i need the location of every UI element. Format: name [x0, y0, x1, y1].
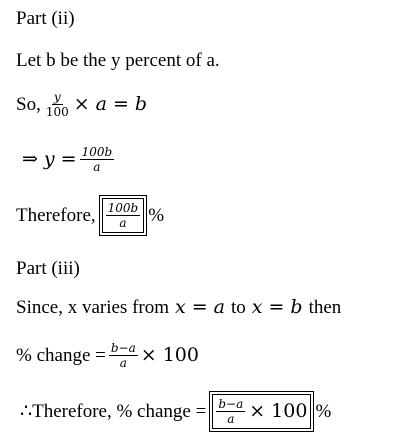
final-answer-box [212, 394, 311, 429]
part-iii-heading-text: Part (iii) [16, 258, 80, 279]
fraction-numerator: 100b [107, 200, 139, 215]
since-text: Since, x varies from [16, 297, 170, 318]
answer-fraction [106, 201, 141, 230]
part-ii-heading [16, 9, 75, 28]
fraction-numerator: y [53, 89, 61, 104]
fraction-numerator: b−a [218, 396, 244, 411]
implies-symbol: ⇒ [22, 147, 38, 170]
variable-b: b [134, 92, 148, 115]
fraction-denominator: a [119, 355, 127, 370]
so-label: So, [16, 93, 41, 115]
final-prefix: ∴Therefore, % change = [20, 400, 207, 422]
fraction-numerator: b−a [110, 340, 136, 355]
fraction-numerator: 100b [81, 144, 113, 159]
equals-symbol: = [112, 92, 129, 115]
times-symbol: × [73, 92, 90, 115]
therefore-label: Therefore, [16, 204, 96, 226]
part-ii-answer [16, 194, 164, 236]
statement-text: Let b be the y percent of a. [16, 50, 220, 71]
percent-sign: % [315, 400, 332, 422]
equals-symbol: = [60, 147, 77, 170]
fraction-denominator: a [227, 411, 235, 426]
final-fraction [216, 397, 245, 426]
percent-change-equation [16, 338, 199, 372]
variable-a: a [95, 92, 107, 115]
fraction-100b-over-a [80, 145, 115, 174]
variable-y: y [43, 147, 55, 170]
equation-1 [16, 88, 147, 120]
to-text: to [230, 297, 246, 318]
fraction-denominator: a [119, 215, 127, 230]
equation-2 [22, 142, 117, 176]
final-answer [20, 390, 331, 432]
variable-b: b [290, 296, 303, 318]
part-iii-heading [16, 259, 80, 278]
part-ii-heading-text: Part (ii) [16, 8, 75, 29]
answer-box [102, 198, 145, 233]
then-text: then [308, 297, 342, 318]
variable-a: a [213, 296, 225, 318]
times-100: × 100 [140, 343, 199, 366]
variable-x: x [175, 296, 186, 318]
variable-x: x [251, 296, 263, 318]
fraction-denominator: a [93, 159, 101, 174]
fraction-denominator: 100 [45, 104, 69, 119]
percent-sign: % [148, 204, 165, 226]
equals-symbol: = [191, 296, 208, 318]
since-statement [16, 298, 341, 317]
part-ii-statement [16, 51, 220, 70]
fraction-y-over-100 [44, 90, 71, 119]
percent-change-label: % change = [16, 344, 106, 366]
times-100: × 100 [249, 399, 308, 422]
fraction-b-minus-a-over-a [109, 341, 138, 370]
equals-symbol: = [268, 296, 285, 318]
